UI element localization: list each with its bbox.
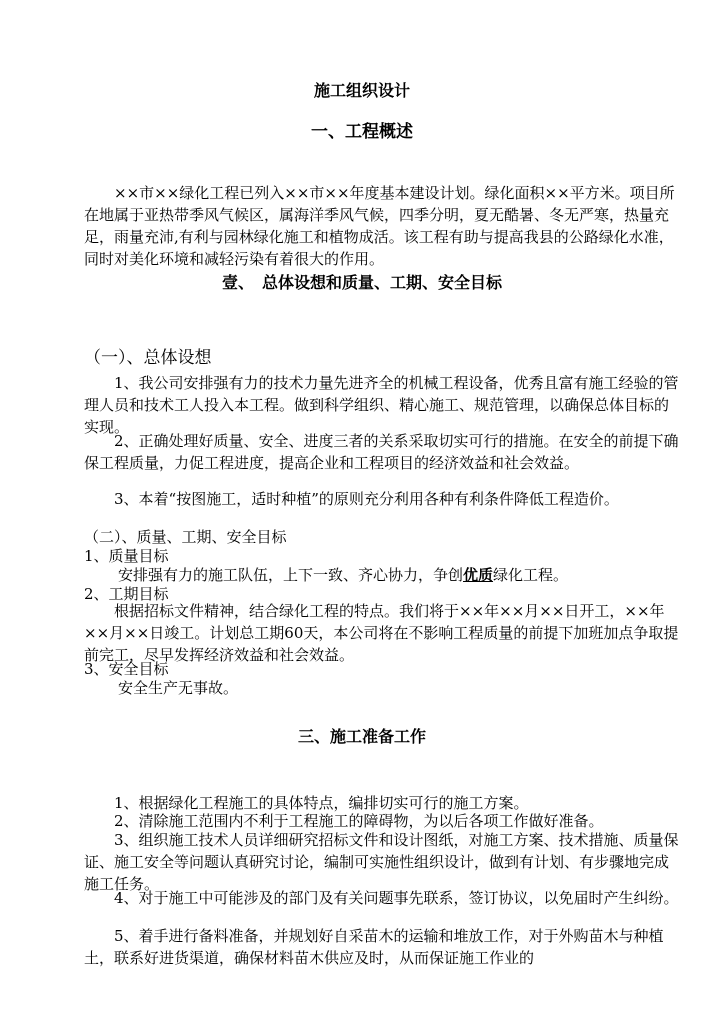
section-3-heading: 三、施工准备工作 [297,727,426,746]
section-1-heading: 一、工程概述 [311,122,413,142]
quality-emphasis: 优质 [463,566,494,584]
quality-goal-label: 1、质量目标 [84,547,169,565]
goal-item-1: 1、我公司安排强有力的技术力量先进齐全的机械工程设备，优秀且富有施工经验的管理人员和技术工人投入本工程。做到科学组织、精心施工、规范管理，以确保总体目标的实现。 [84,374,679,436]
period-goal-text: 根据招标文件精神，结合绿化工程的特点。我们将于××年××月××日开工，××年××月××日竣工。计划总工期60天，本公司将在不影响工程质量的前提下加班加点争取提前完工，尽早发挥经济效益和社会效益。 [84,602,679,664]
period-goal-label: 2、工期目标 [84,585,169,603]
quality-goal-text: 安排强有力的施工队伍，上下一致、齐心协力，争创优质绿化工程。 [118,566,569,584]
subsection-1-title: （一）、总体设想 [84,348,212,368]
prep-item-3: 3、组织施工技术人员详细研究招标文件和设计图纸，对施工方案、技术措施、质量保证、施工安全等问题认真研究讨论，编制可实施性组织设计，做到有计划、有步骤地完成施工任务。 [84,831,679,893]
section-1-paragraph: ××市××绿化工程已列入××市××年度基本建设计划。绿化面积××平方米。项目所在地属于亚热带季风气候区，属海洋季风气候，四季分明，夏无酷暑、冬无严寒，热量充足，雨量充沛,有利与园林绿化施工和植物成活。该工程有助与提高我县的公路绿化水准，同时对美化环境和减轻污染有着很大的作用。 [84,184,675,268]
subsection-2-title: （二）、质量、工期、安全目标 [84,528,287,546]
prep-item-2: 2、清除施工范围内不利于工程施工的障碍物，为以后各项工作做好准备。 [114,812,604,830]
goal-item-3: 3、本着“按图施工，适时种植”的原则充分利用各种有利条件降低工程造价。 [114,490,619,508]
safety-goal-label: 3、安全目标 [84,660,169,678]
prep-item-1: 1、根据绿化工程施工的具体特点，编排切实可行的施工方案。 [114,794,529,812]
prep-item-5: 5、着手进行备料准备，并规划好自采苗木的运输和堆放工作，对于外购苗木与种植土，联系好进货渠道，确保材料苗木供应及时，从而保证施工作业的 [84,927,664,967]
safety-goal-text: 安全生产无事故。 [118,679,239,697]
goal-item-2: 2、正确处理好质量、安全、进度三者的关系采取切实可行的措施。在安全的前提下确保工程质量，力促工程进度，提高企业和工程项目的经济效益和社会效益。 [84,432,679,472]
section-2-heading: 壹、 总体设想和质量、工期、安全目标 [221,273,502,292]
document-title: 施工组织设计 [313,81,410,100]
prep-item-4: 4、对于施工中可能涉及的部门及有关问题事先联系，签订协议，以免届时产生纠纷。 [114,889,679,907]
